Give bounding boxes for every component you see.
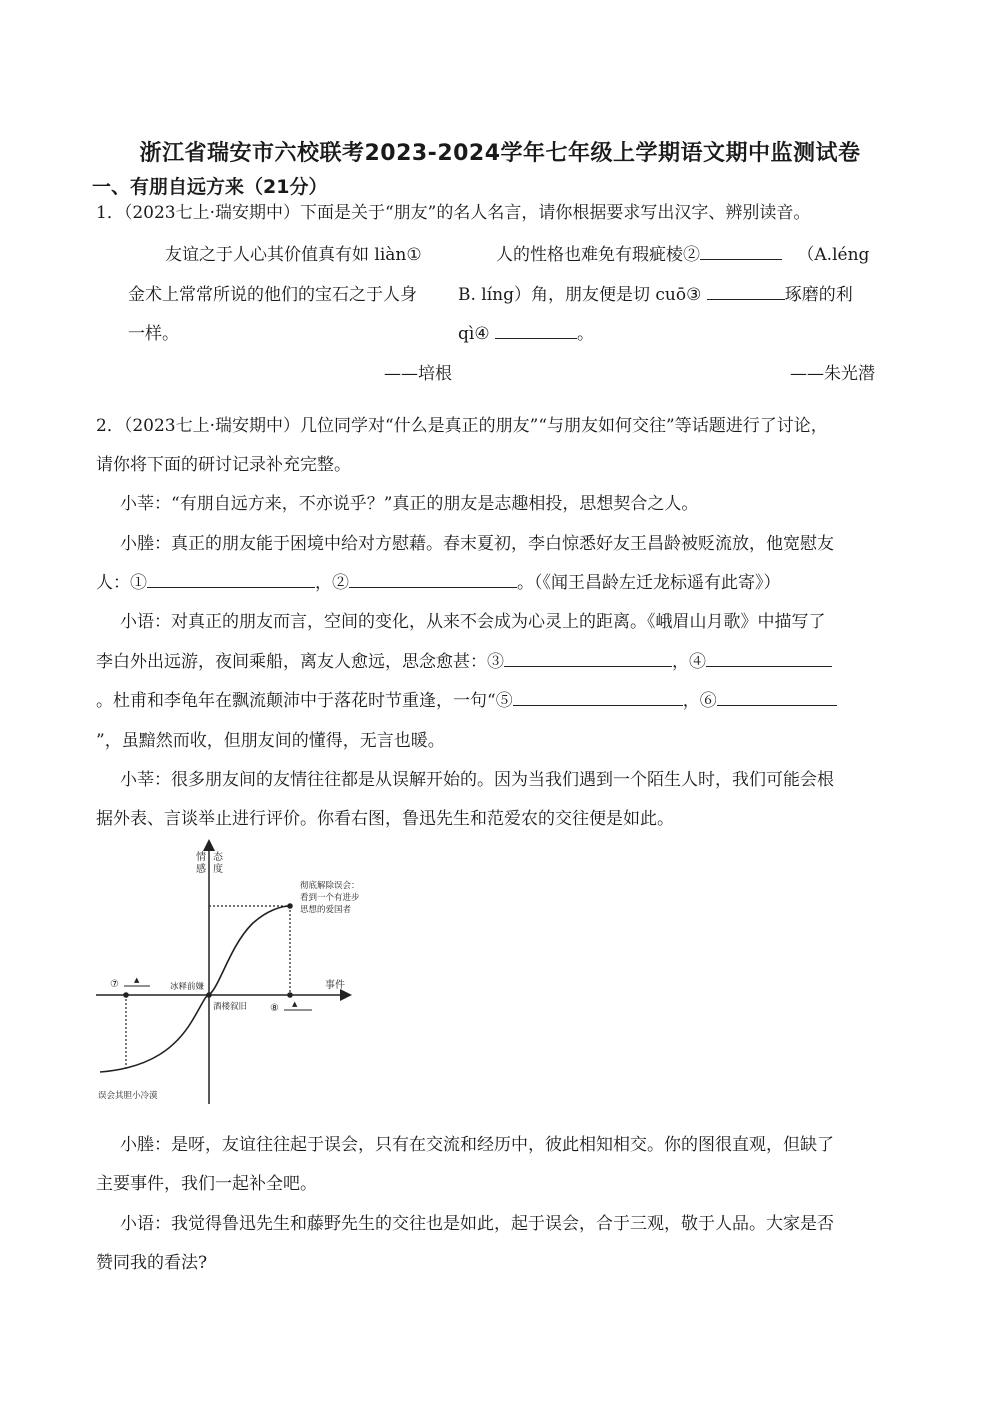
q2-paragraph-1: 小莘：“有朋自远方来，不亦说乎？”真正的朋友是志趣相投，思想契合之人。 [120, 494, 699, 514]
q2-paragraph-3-line2 [96, 654, 832, 671]
answer-blank-q2-3[interactable] [504, 665, 672, 667]
answer-blank-3[interactable] [707, 298, 785, 300]
answer-blank-q2-1[interactable] [147, 586, 315, 588]
point-top [287, 903, 293, 909]
q1-left-line3: 一样。 [128, 324, 179, 344]
q1-right-author: ——朱光潜 [790, 364, 875, 384]
q2-paragraph-3-line4: ”，虽黯然而收，但朋友间的懂得，无言也暖。 [96, 731, 445, 751]
q1-left-author: ——培根 [384, 364, 452, 384]
q2-p3-line3-prefix: 。杜甫和李龟年在飘流颠沛中于落花时节重逢，一句“⑤ [96, 691, 513, 711]
label-bottom-left: 误会其胆小冷漠 [98, 1091, 158, 1101]
q1-right-line1 [496, 247, 869, 264]
q2-paragraph-3-line3 [96, 693, 837, 710]
q1-right-line3-tail: 。 [576, 324, 594, 344]
q2-p2-mid: ，② [315, 573, 349, 593]
marker-7: ⑦ [110, 979, 119, 990]
y-axis-label: 情 [196, 852, 206, 863]
q2-paragraph-3-line1: 小语：对真正的朋友而言，空间的变化，从来不会成为心灵上的距离。《峨眉山月歌》中描写了 [120, 612, 826, 632]
q2-paragraph-4-line1: 小莘：很多朋友间的友情往往都是从误解开始的。因为当我们遇到一个陌生人时，我们可能会根 [120, 770, 834, 790]
q1-right-line1-text: 人的性格也难免有瑕疵棱② [496, 245, 700, 265]
q2-p3-mid: ，④ [672, 652, 706, 672]
answer-blank-4[interactable] [495, 337, 577, 339]
q1-left-line2: 金术上常常所说的他们的宝石之于人身 [128, 285, 417, 305]
answer-blank-q2-2[interactable] [349, 586, 517, 588]
q1-right-line2-text: B. líng）角，朋友便是切 cuō③ [458, 285, 702, 305]
label-origin-left: 冰释前嫌 [170, 982, 205, 992]
marker-7-triangle: ▲ [134, 976, 140, 984]
label-origin-below: 酒楼叙旧 [213, 1002, 248, 1012]
relationship-curve-chart [92, 836, 392, 1106]
page-title: 浙江省瑞安市六校联考2023-2024学年七年级上学期语文期中监测试卷 [139, 141, 861, 166]
label-top-right-2: 看到一个有进步 [300, 893, 360, 903]
q2-stem-line1: 2．（2023七上·瑞安期中）几位同学对“什么是真正的朋友”“与朋友如何交往”等话题进行了讨论， [96, 416, 828, 436]
marker-8: ⑧ [270, 1003, 279, 1014]
q1-left-line1: 友谊之于人心其价值真有如 liàn① [165, 245, 422, 265]
answer-blank-q2-6[interactable] [717, 704, 837, 706]
label-top-right-1: 彻底解除误会： [300, 881, 360, 891]
point-origin [206, 992, 212, 998]
q2-paragraph-4-line2: 据外表、言谈举止进行评价。你看右图，鲁迅先生和范爱农的交往便是如此。 [96, 809, 674, 829]
q1-right-line3 [458, 326, 594, 343]
y-axis-label-4: 度 [213, 864, 223, 875]
q2-paragraph-6-line1: 小语：我觉得鲁迅先生和藤野先生的交往也是如此，起于误会，合于三观，敬于人品。大家是否 [120, 1214, 834, 1234]
q2-paragraph-6-line2: 赞同我的看法? [96, 1253, 208, 1273]
y-axis-label-3: 态 [213, 852, 223, 863]
q2-paragraph-2-line2 [96, 575, 781, 592]
q1-right-line1-option: （A.léng [797, 245, 870, 265]
q2-p3-prefix: 李白外出远游，夜间乘船，离友人愈远，思念愈甚：③ [96, 652, 504, 672]
q2-p3-line3-mid: ，⑥ [682, 691, 717, 711]
q2-paragraph-5-line2: 主要事件，我们一起补全吧。 [96, 1174, 317, 1194]
point-right [287, 992, 293, 998]
label-top-right-3: 思想的爱国者 [300, 905, 352, 915]
q2-p2-suffix: 。（《闻王昌龄左迁龙标遥有此寄》） [517, 573, 781, 593]
x-axis-label: 事件 [325, 980, 345, 991]
marker-8-triangle: ▲ [292, 1000, 298, 1008]
q1-right-line3-text: qì④ [458, 324, 490, 344]
q2-paragraph-2-line1: 小塍：真正的朋友能于困境中给对方慰藉。春末夏初，李白惊悉好友王昌龄被贬流放，他宽慰友 [120, 534, 834, 554]
q2-p2-prefix: 人：① [96, 573, 147, 593]
q2-stem-line2: 请你将下面的研讨记录补充完整。 [96, 455, 351, 475]
q2-paragraph-5-line1: 小塍：是呀，友谊往往起于误会，只有在交流和经历中，彼此相知相交。你的图很直观，但缺了 [120, 1135, 834, 1155]
y-axis-label-2: 感 [196, 864, 206, 875]
answer-blank-q2-4[interactable] [706, 665, 832, 667]
answer-blank-2[interactable] [700, 258, 782, 260]
q1-right-line2 [458, 287, 853, 304]
section-heading: 一、有朋自远方来（21分） [92, 176, 328, 198]
q1-stem: 1．（2023七上·瑞安期中）下面是关于“朋友”的名人名言，请你根据要求写出汉字、辨别读音。 [96, 203, 811, 223]
point-left [123, 992, 129, 998]
q1-right-line2-tail: 琢磨的利 [784, 285, 853, 305]
answer-blank-q2-5[interactable] [513, 704, 683, 706]
